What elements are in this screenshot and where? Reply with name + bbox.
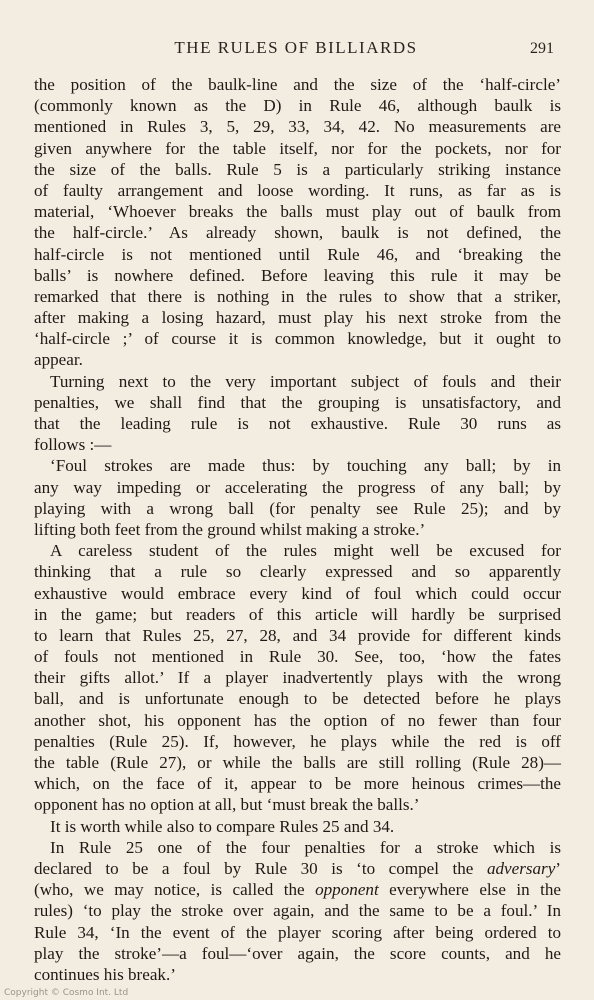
- text-line: exhaustive would embrace every kind of foul which could occur: [34, 583, 561, 603]
- copyright-notice: Copyright © Cosmo Int. Ltd: [4, 988, 129, 998]
- text-line: It is worth while also to compare Rules 25 and 34.: [50, 816, 395, 836]
- text-line: A careless student of the rules might well be excused for: [50, 541, 561, 561]
- text-line: which, on the face of it, appear to be more heinous crimes—the: [34, 774, 561, 794]
- text-line: play the stroke’—a foul—‘over again, the score counts, and he: [34, 943, 561, 963]
- text-line: appear.: [34, 350, 83, 370]
- text-line: continues his break.’: [34, 964, 176, 984]
- text-line: remarked that there is nothing in the rules to show that a striker,: [34, 286, 561, 306]
- text-line: Turning next to the very important subject of fouls and their: [50, 371, 561, 391]
- text-line: to learn that Rules 25, 27, 28, and 34 provide for different kinds: [34, 625, 561, 645]
- text-line: rules) ‘to play the stroke over again, and the same to be a foul.’ In: [34, 901, 561, 921]
- text-line: thinking that a rule so clearly expressed and so apparently: [34, 562, 561, 582]
- text-line: of faulty arrangement and loose wording. It runs, as far as is: [34, 180, 561, 200]
- text-line: follows :—: [34, 435, 112, 455]
- text-line: of fouls not mentioned in Rule 30. See, too, ‘how the fates: [34, 647, 561, 667]
- text-line: In Rule 25 one of the four penalties for a stroke which is: [50, 837, 561, 857]
- text-line: their gifts allot.’ If a player inadvertently plays with the wrong: [34, 668, 561, 688]
- text-line: after making a losing hazard, must play his next stroke from the: [34, 308, 561, 328]
- text-line: playing with a wrong ball (for penalty see Rule 25); and by: [34, 498, 561, 518]
- page-header: [34, 38, 558, 60]
- text-line: in the game; but readers of this article will hardly be surprised: [34, 604, 561, 624]
- text-line: material, ‘Whoever breaks the balls must play out of baulk from: [34, 202, 561, 222]
- text-line: (commonly known as the D) in Rule 46, although baulk is: [34, 96, 561, 116]
- text-line: the half-circle.’ As already shown, baulk is not defined, the: [34, 223, 561, 243]
- text-line: lifting both feet from the ground whilst making a stroke.’: [34, 519, 426, 539]
- text-line: the size of the balls. Rule 5 is a particularly striking instance: [34, 159, 561, 179]
- text-line: (who, we may notice, is called the opponent everywhere else in the: [34, 880, 561, 900]
- body-text: [34, 74, 561, 985]
- text-line: penalties, we shall find that the grouping is unsatisfactory, and: [34, 392, 561, 412]
- text-line: mentioned in Rules 3, 5, 29, 33, 34, 42. No measurements are: [34, 117, 561, 137]
- text-line: half-circle is not mentioned until Rule 46, and ‘breaking the: [34, 244, 561, 264]
- text-line: ‘half-circle ;’ of course it is common knowledge, but it ought to: [34, 329, 561, 349]
- text-line: another shot, his opponent has the option of no fewer than four: [34, 710, 561, 730]
- text-line: Rule 34, ‘In the event of the player scoring after being ordered to: [34, 922, 561, 942]
- page-number: 291: [530, 40, 554, 57]
- text-line: the position of the baulk-line and the size of the ‘half-circle’: [34, 75, 561, 94]
- text-line: given anywhere for the table itself, nor for the pockets, nor for: [34, 138, 561, 158]
- text-line: opponent has no option at all, but ‘must break the balls.’: [34, 795, 420, 815]
- text-line: balls’ is nowhere defined. Before leaving this rule it may be: [34, 265, 561, 285]
- text-line: ‘Foul strokes are made thus: by touching any ball; by in: [50, 456, 561, 476]
- text-line: declared to be a foul by Rule 30 is ‘to compel the adversary’: [34, 858, 561, 878]
- text-line: that the leading rule is not exhaustive. Rule 30 runs as: [34, 414, 561, 433]
- text-line: penalties (Rule 25). If, however, he plays while the red is off: [34, 731, 561, 751]
- text-line: any way impeding or accelerating the progress of any ball; by: [34, 477, 561, 497]
- running-title: THE RULES OF BILLIARDS: [174, 38, 418, 57]
- text-line: ball, and is unfortunate enough to be detected before he plays: [34, 689, 561, 709]
- italic-word: opponent: [315, 880, 379, 900]
- italic-word: adversary: [486, 858, 556, 878]
- text-line: the table (Rule 27), or while the balls are still rolling (Rule 28)—: [34, 753, 561, 772]
